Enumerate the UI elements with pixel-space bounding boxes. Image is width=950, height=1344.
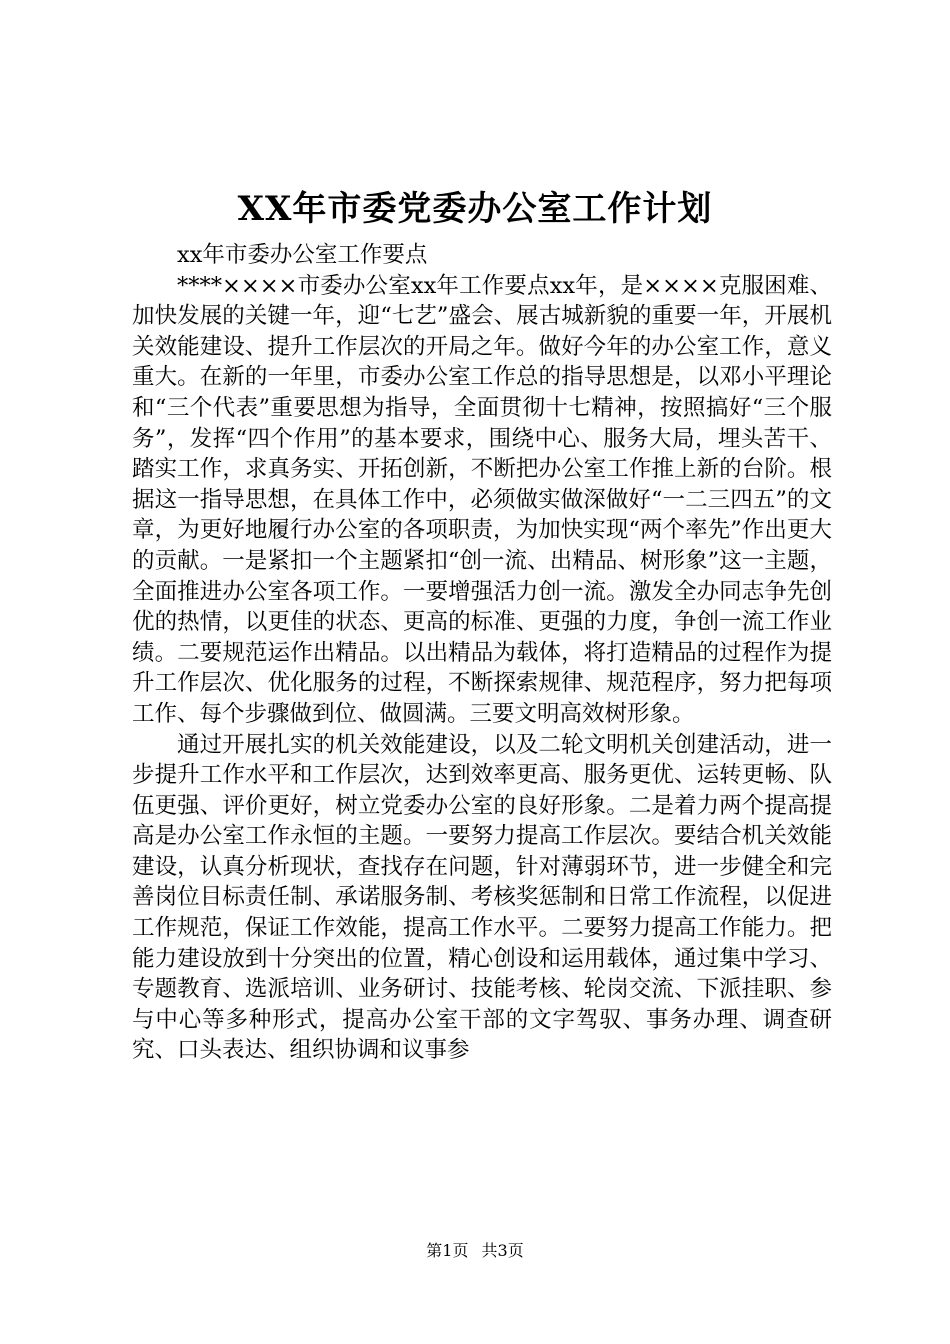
page-number-current: 第1页: [426, 1241, 469, 1260]
document-title: XX年市委党委办公室工作计划: [237, 189, 713, 229]
paragraph-1: ****××××市委办公室xx年工作要点xx年，是××××克服困难、加快发展的关键一年，迎“七艺”盛会、展古城新貌的重要一年，开展机关效能建设、提升工作层次的开局之年。做好今年的办公室工作，意义重大。在新的一年里，市委办公室工作总的指导思想是，以邓小平理论和“三个代表”重要思想为指导，全面贯彻十七精神，按照搞好“三个服务”，发挥“四个作用”的基本要求，围绕中心、服务大局，埋头苦干、踏实工作，求真务实、开拓创新，不断把办公室工作推上新的台阶。根据这一指导思想，在具体工作中，必须做实做深做好“一二三四五”的文章，为更好地履行办公室的各项职责，为加快实现“两个率先”作出更大的贡献。一是紧扣一个主题紧扣“创一流、出精品、树形象”这一主题，全面推进办公室各项工作。一要增强活力创一流。激发全办同志争先创优的热情，以更佳的状态、更高的标准、更强的力度，争创一流工作业绩。二要规范运作出精品。以出精品为载体，将打造精品的过程作为提升工作层次、优化服务的过程，不断探索规律、规范程序，努力把每项工作、每个步骤做到位、做圆满。三要文明高效树形象。: [132, 272, 832, 727]
paragraph-subtitle: xx年市委办公室工作要点: [177, 242, 428, 268]
paragraph-2: 通过开展扎实的机关效能建设，以及二轮文明机关创建活动，进一步提升工作水平和工作层次，达到效率更高、服务更优、运转更畅、队伍更强、评价更好，树立党委办公室的良好形象。二是着力两个提高提高是办公室工作永恒的主题。一要努力提高工作层次。要结合机关效能建设，认真分析现状，查找存在问题，针对薄弱环节，进一步健全和完善岗位目标责任制、承诺服务制、考核奖惩制和日常工作流程，以促进工作规范，保证工作效能，提高工作水平。二要努力提高工作能力。把能力建设放到十分突出的位置，精心创设和运用载体，通过集中学习、专题教育、选派培训、业务研讨、技能考核、轮岗交流、下派挂职、参与中心等多种形式，提高办公室干部的文字驾驭、事务办理、调查研究、口头表达、组织协调和议事参: [132, 731, 832, 1064]
page-footer: [0, 1240, 950, 1262]
page-number-total: 共3页: [481, 1241, 524, 1260]
document-body: [132, 240, 832, 1066]
